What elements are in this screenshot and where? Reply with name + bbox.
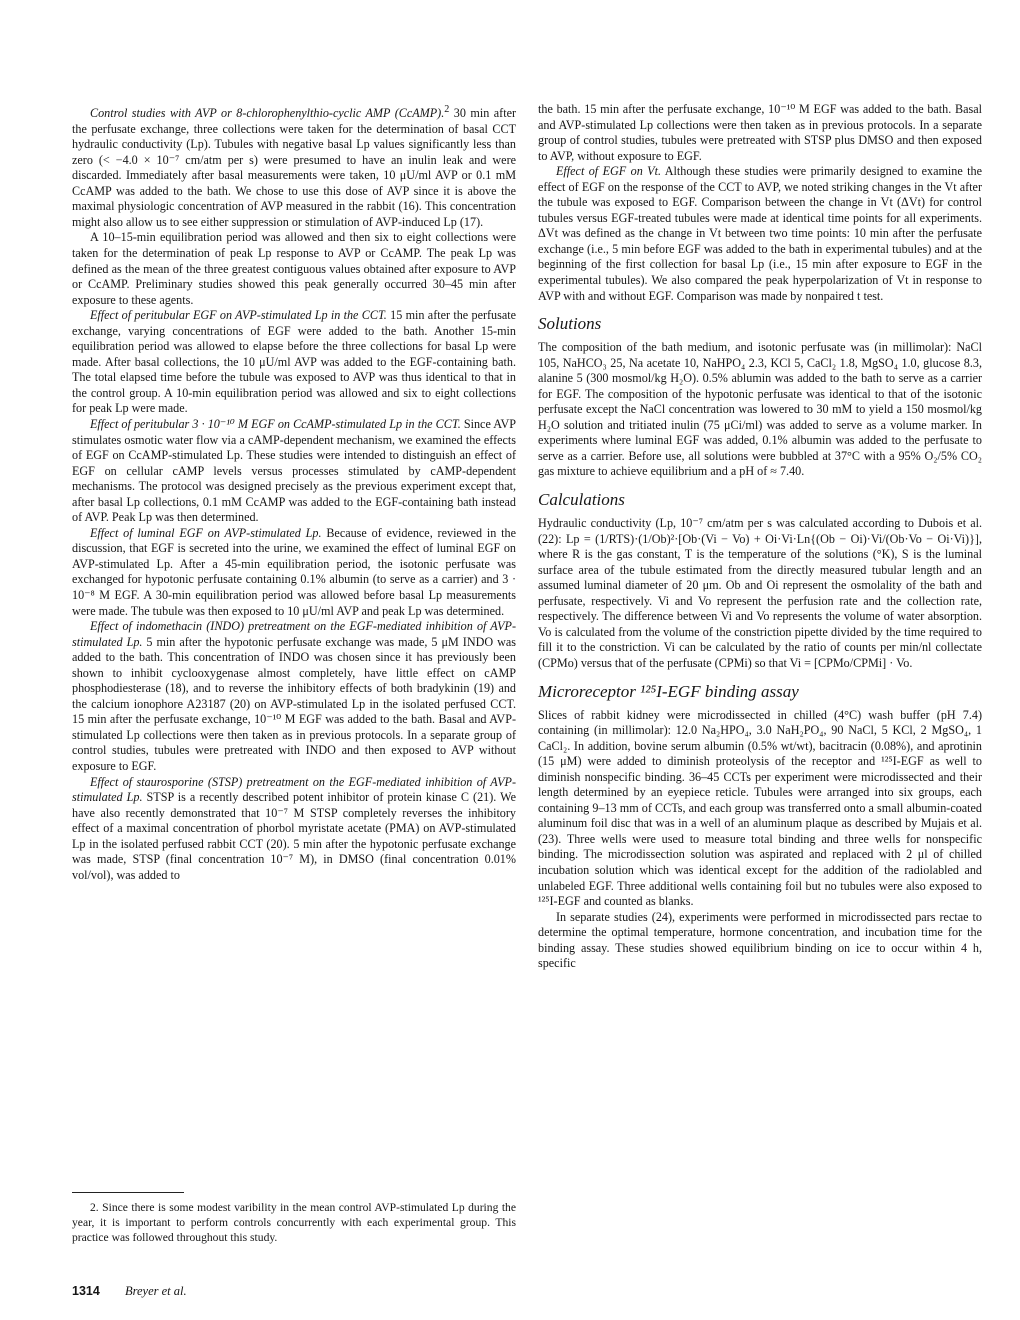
paragraph-text: STSP is a recently described potent inhibitor of protein kinase C (21). We have also recently demonstrated that 10⁻⁷ M STSP completely reverses the inhibitory effect of a maximal concentration of phorbol myristate acetate (PMA) on AVP-stimulated Lp in the isolated perfused rabbit CCT (20). 5 min after the hypotonic perfusate exchange was made, STSP (final concentration 10⁻⁷ M), in DMSO (final concentration 0.01% vol/vol), was added to: [72, 790, 516, 882]
paragraph-calculations: Hydraulic conductivity (Lp, 10⁻⁷ cm/atm per s was calculated according to Dubois et al. (22): Lp = (1/RTS)·(1/Ob)²·[Ob·(Vi − Vo) + Oi·Vi·Ln{(Ob − Oi)·Vi/(Ob·Vo − Oi·Vi)}], where R is the gas constant, T is the temperature of the solutions (°K), S is the luminal surface area of the tubule estimated from the directly measured tubular length and an assumed luminal diameter of 20 μm. Ob and Oi represent the osmolality of the bath and perfusate, respectively. Vi and Vo represent the perfusion rate and the collection rate, respectively. The difference between Vi and Vo represents the volume of water absorption. Vo is calculated from the volume of the constriction pipette divided by the time required to fill it to the constriction. Vi can be calculated by the ratio of counts per min/nl collectate (CPMo) versus that of the perfusate (CPMi) so that Vi = [CPMo/CPMi] · Vo.: [538, 516, 982, 670]
runin-heading-control: Control studies with AVP or 8-chlorophenylthio-cyclic AMP (CcAMP).: [90, 106, 445, 121]
paragraph-luminal-egf: [72, 526, 516, 619]
paragraph-binding-assay: Slices of rabbit kidney were microdissected in chilled (4°C) wash buffer (pH 7.4) containing (in millimolar): 12.0 Na₂HPO₄, 3.0 NaH₂PO₄, 90 NaCl, 5 KCl, 2 MgSO₄, 1 CaCl₂. In addition, bovine serum albumin (0.5% wt/wt), bacitracin (0.08%), and aprotinin (15 μM) were added to diminish proteolysis of the receptor and ¹²⁵I-EGF as well to diminish nonspecific binding. 36–45 CCTs per experiment were microdissected and their length determined by an eyepiece reticle. Tubules were arranged into six groups, each containing 9–13 mm of CCTs, and each group was transferred onto a small albumin-coated aluminum foil disc that was in a well of an aluminum plaque as described by Mujais et al. (23). Three wells were used to measure total binding and three wells for nonspecific binding. The microdissection solution was aspirated and replaced with 2 μl of chilled incubation solution which was identical except for the addition of the radiolabled and unlabeled EGF. Three additional wells containing foil but no tubules were also exposed to ¹²⁵I-EGF and counted as blanks.: [538, 707, 982, 909]
runin-heading-ccamp: Effect of peritubular 3 · 10⁻¹⁰ M EGF on CcAMP-stimulated Lp in the CCT.: [90, 416, 461, 431]
section-heading-solutions: Solutions: [538, 314, 602, 334]
footnote: [72, 1201, 516, 1245]
section-heading-calculations: Calculations: [538, 490, 625, 510]
paragraph-effect-on-vt: [538, 164, 982, 304]
page-footer: [72, 1284, 187, 1299]
paragraph-equilibration: A 10–15-min equilibration period was allowed and then six to eight collections were taken for the determination of peak Lp response to AVP or CcAMP. The peak Lp was defined as the mean of the three greatest contiguous values obtained after exposure to AVP or CcAMP. Preliminary studies showed this peak generally occurred 30–45 min after exposure to these agents.: [72, 230, 516, 307]
paragraph-stsp-continued: the bath. 15 min after the perfusate exchange, 10⁻¹⁰ M EGF was added to the bath. Basal and AVP-stimulated Lp collections were then taken as in previous protocols. In a separate group of control studies, tubules were pretreated with STSP plus DMSO and then exposed to AVP, without exposure to EGF.: [538, 102, 982, 163]
left-column: [72, 102, 516, 883]
right-column: [538, 102, 982, 972]
paragraph-text: Because of evidence, reviewed in the discussion, that EGF is secreted into the urine, we examined the effect of luminal EGF on AVP-stimulated Lp. After a 45-min equilibration period, the isotonic perfusate was exchanged for hypotonic perfusate containing 0.1% albumin (to serve as a carrier) and 3 · 10⁻⁸ M EGF. A 30-min equilibration period was allowed before basal Lp measurements were made. The tubule was then exposed to 10 μU/ml AVP and peak Lp was determined.: [72, 525, 516, 618]
running-head: Breyer et al.: [124, 1284, 187, 1298]
paragraph-peritubular-egf: [72, 308, 516, 417]
paragraph-text: 5 min after the hypotonic perfusate exchange was made, 5 μM INDO was added to the bath. This concentration of INDO was chosen since it has previously been shown to inhibit cyclooxygenase almost completely, have little effect on cAMP phosphodiesterase (18), and to reverse the inhibitory effects of both bradykinin (19) and the calcium ionophore A23187 (20) on AVP-stimulated Lp in the isolated perfused CCT. 15 min after the perfusate exchange, 10⁻¹⁰ M EGF was added to the bath. Basal and AVP-stimulated Lp collections were then taken as in previous protocols. In a separate group of control studies, tubules were pretreated with INDO and then exposed to AVP without exposure to EGF.: [72, 634, 516, 774]
paragraph-text: 30 min after the perfusate exchange, three collections were taken for the determination of basal CCT hydraulic conductivity (Lp). Tubules with negative basal Lp values significantly less than zero (< −4.0 × 10⁻⁷ cm/atm per s) were presumed to have an inulin leak and were discarded. Immediately after basal measurements were taken, 10 μU/ml AVP or 0.1 mM CcAMP was added to the bath. We chose to use this dose of AVP since it is above the maximal physiologic concentration of AVP measured in the rabbit (16). This concentration might also allow us to see either suppression or stimulation of AVP-induced Lp (17).: [72, 106, 516, 229]
paragraph-control-studies: [72, 102, 516, 230]
paragraph-staurosporine: [72, 775, 516, 884]
footnote-text: 2. Since there is some modest varibility in the mean control AVP-stimulated Lp during the year, it is important to perform controls concurrently with each experimental group. This practice was followed throughout this study.: [72, 1201, 516, 1244]
runin-heading-indo: Effect of indomethacin (INDO) pretreatment on the EGF-mediated inhibition of AVP-stimulated Lp.: [72, 619, 516, 649]
section-heading-binding-assay: Microreceptor ¹²⁵I-EGF binding assay: [538, 681, 799, 701]
runin-heading-luminal: Effect of luminal EGF on AVP-stimulated Lp.: [90, 525, 322, 540]
paragraph-indomethacin: [72, 619, 516, 774]
paragraph-text: Since AVP stimulates osmotic water flow via a cAMP-dependent mechanism, we examined the effects of EGF on CcAMP-stimulated Lp. These studies were intended to distinguish an effect of EGF on cellular cAMP levels versus processes stimulated by cAMP-dependent mechanisms. The protocol was designed precisely as the previous experiment except that, after basal Lp collections, 0.1 mM CcAMP was added to the EGF-containing bath instead of AVP. Peak Lp was then determined.: [72, 416, 516, 525]
footnote-rule: [72, 1192, 184, 1193]
runin-heading-peritubular: Effect of peritubular EGF on AVP-stimulated Lp in the CCT.: [90, 308, 387, 323]
runin-heading-vt: Effect of EGF on Vt.: [556, 164, 662, 179]
paragraph-text: Although these studies were primarily designed to examine the effect of EGF on the response of the CCT to AVP, we noted striking changes in the Vt after the tubule was exposed to EGF. Comparison between the change in Vt (ΔVt) for control tubules versus EGF-treated tubules were made at identical time points for all experiments. ΔVt was defined as the change in Vt between two time points: 10 min after the perfusate exchange (i.e., 5 min before EGF was added to the bath in experimental tubules) and at the beginning of the first collection for basal Lp (i.e., 15 min after exposure to EGF in the experimental tubules). We also compared the peak hyperpolarization of Vt in response to AVP with and without EGF. Comparison was made by nonpaired t test.: [538, 164, 982, 303]
paragraph-text: 15 min after the perfusate exchange, varying concentrations of EGF were added to the bath. Another 15-min equilibration period was allowed to elapse before the three collections for basal Lp were made. After basal collections, the 10 μU/ml AVP was added to the EGF-containing bath. The total elapsed time before the tubule was exposed to AVP was thus identical to that in the control group. A 10-min equilibration period was allowed and six to eight collections for peak Lp were made.: [72, 308, 516, 416]
paragraph-ccamp: [72, 417, 516, 526]
paragraph-separate-studies: In separate studies (24), experiments were performed in microdissected pars rectae to determine the optimal temperature, hormone concentration, and incubation time for the binding assay. These studies showed equilibrium binding on ice to occur within 4 h, specific: [538, 909, 982, 971]
runin-heading-stsp: Effect of staurosporine (STSP) pretreatment on the EGF-mediated inhibition of AVP-stimulated Lp.: [72, 774, 516, 805]
page-number: 1314: [72, 1284, 100, 1298]
footnote-ref: 2: [444, 104, 450, 115]
paragraph-solutions: The composition of the bath medium, and isotonic perfusate was (in millimolar): NaCl 105, NaHCO₃ 25, Na acetate 10, NaHPO₄ 2.3, KCl 5, CaCl₂ 1.8, MgSO₄ 1.0, glucose 8.3, alanine 5 (300 mosmol/kg H₂O). 0.5% ablumin was added to the bath to serve as a carrier for EGF. The composition of the hypotonic perfusate was identical to that of the isotonic perfusate except the NaCl concentration was lowered to 30 mM to yield a 150 mosmol/kg H₂O solution and tritiated inulin (75 μCi/ml) was added to serve as a volume marker. In experiments where luminal EGF was added, 0.1% albumin was added to the perfusate to serve as a carrier. Before use, all solutions were bubbled at 37°C with a 95% O₂/5% CO₂ gas mixture to achieve equilibrium and a pH of ≈ 7.40.: [538, 340, 982, 479]
